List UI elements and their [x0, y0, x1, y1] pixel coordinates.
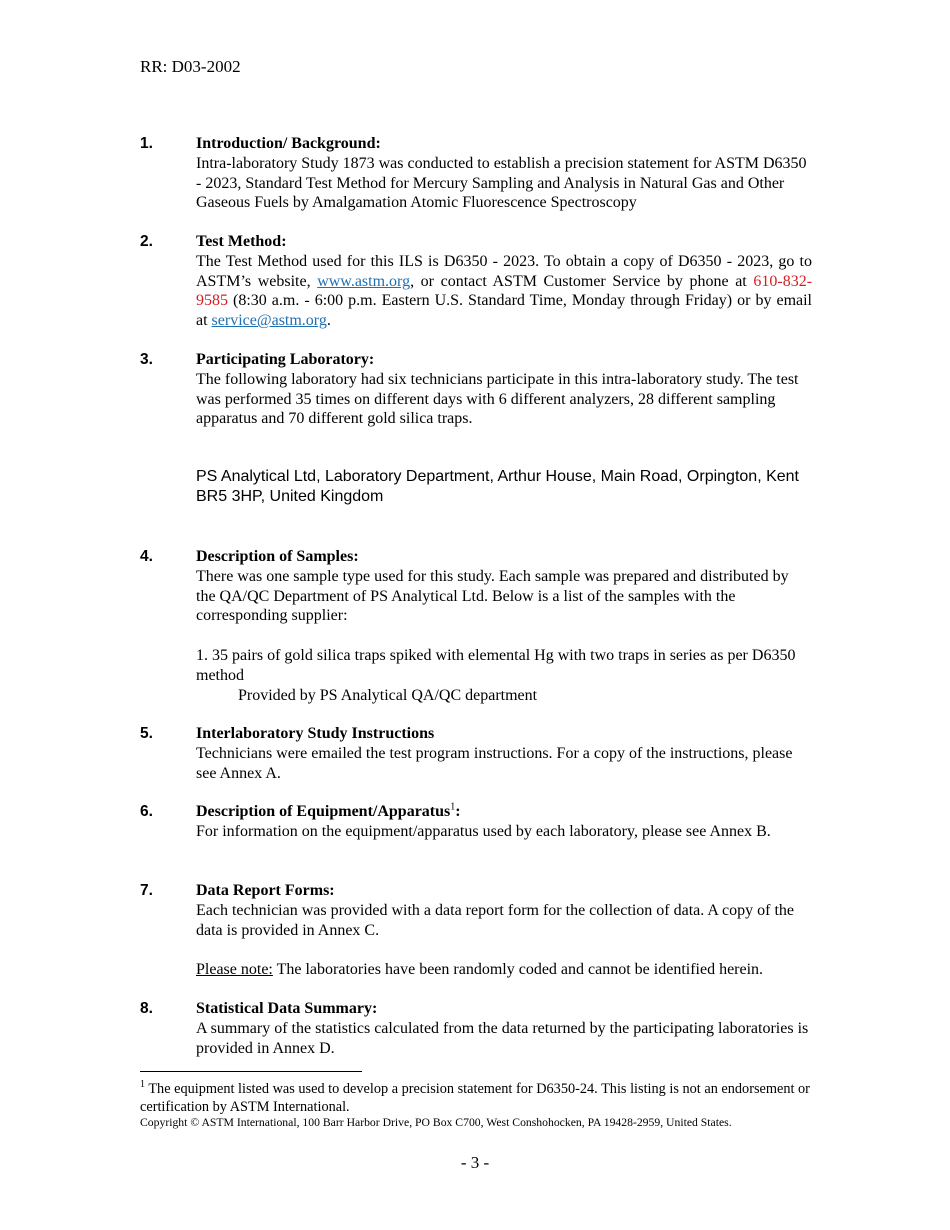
footnote-text: The equipment listed was used to develop a precision statement for D6350-24. This listing is not an endorsement or certification by ASTM International.: [140, 1081, 810, 1115]
section-participating-laboratory: [140, 350, 812, 507]
section-body: The following laboratory had six technicians participate in this intra-laboratory study. The test was performed 35 times on different days with 6 different analyzers, 28 different sampling apparatus and 70 different gold silica traps.: [196, 370, 799, 428]
section-number: 7.: [140, 882, 153, 899]
footnote-divider: [140, 1071, 362, 1072]
sample-supplier: Provided by PS Analytical QA/QC department: [238, 686, 538, 704]
section-heading: Test Method:: [196, 233, 287, 250]
section-heading: Description of Samples:: [196, 548, 359, 565]
service-email-link[interactable]: service@astm.org: [211, 312, 327, 330]
section-number: 5.: [140, 725, 153, 742]
section-body: Intra-laboratory Study 1873 was conducted to establish a precision statement for ASTM D6350 - 2023, Standard Test Method for Mercury Sampling and Analysis in Natural Gas and Other Gaseous Fuels by Amalgamation Atomic Fluorescence Spectroscopy: [196, 154, 807, 212]
section-heading: [196, 802, 812, 822]
section-number: 4.: [140, 548, 153, 565]
note-paragraph: [196, 960, 812, 980]
section-heading: Participating Laboratory:: [196, 351, 375, 368]
section-data-report-forms: [140, 881, 812, 980]
heading-text: Description of Equipment/Apparatus: [196, 803, 451, 820]
footnote: [140, 1080, 820, 1116]
footnote-marker: 1: [140, 1079, 145, 1091]
section-body: Technicians were emailed the test program instructions. For a copy of the instructions, please see Annex A.: [196, 744, 793, 782]
section-test-method: [140, 232, 812, 331]
section-statistical-summary: [140, 999, 812, 1058]
body-text: (8:30 a.m. - 6:00 p.m. Eastern U.S. Standard Time, Monday through Friday) or by email at: [196, 292, 812, 330]
section-number: 8.: [140, 1000, 153, 1017]
section-equipment: [140, 802, 812, 842]
section-heading: Introduction/ Background:: [196, 135, 381, 152]
note-label: Please note:: [196, 961, 273, 979]
report-header: RR: D03-2002: [140, 57, 241, 76]
body-text: .: [326, 312, 331, 330]
section-body: There was one sample type used for this study. Each sample was prepared and distributed by the QA/QC Department of PS Analytical Ltd. Below is a list of the samples with the corresponding supplier:: [196, 567, 789, 625]
copyright-notice: Copyright © ASTM International, 100 Barr Harbor Drive, PO Box C700, West Conshohocken, PA 19428-2959, United States.: [140, 1116, 732, 1129]
note-text: The laboratories have been randomly coded and cannot be identified herein.: [272, 961, 764, 979]
heading-suffix: :: [455, 803, 461, 820]
section-introduction: [140, 134, 812, 213]
astm-website-link[interactable]: www.astm.org: [317, 272, 411, 290]
section-number: 1.: [140, 135, 153, 152]
body-text: , or contact ASTM Customer Service by phone at: [410, 272, 754, 290]
section-number: 2.: [140, 233, 153, 250]
section-description-of-samples: [140, 547, 812, 705]
section-number: 6.: [140, 803, 153, 820]
laboratory-address: PS Analytical Ltd, Laboratory Department, Arthur House, Main Road, Orpington, Kent BR5 3HP, United Kingdom: [196, 468, 799, 506]
footnote-reference[interactable]: 1: [450, 801, 456, 813]
section-study-instructions: [140, 724, 812, 783]
section-heading: Data Report Forms:: [196, 882, 335, 899]
section-body: [196, 252, 812, 331]
section-heading: Statistical Data Summary:: [196, 1000, 378, 1017]
page-number: - 3 -: [460, 1153, 490, 1172]
customer-service-phone: 610-832-9585: [196, 272, 813, 310]
section-heading: Interlaboratory Study Instructions: [196, 725, 435, 742]
body-text: The Test Method used for this ILS is D6350 - 2023. To obtain a copy of D6350 - 2023, go to ASTM’s website,: [196, 252, 812, 290]
section-number: 3.: [140, 351, 153, 368]
sample-list-item: 1. 35 pairs of gold silica traps spiked with elemental Hg with two traps in series as per D6350 method: [196, 646, 796, 684]
section-body: Each technician was provided with a data report form for the collection of data. A copy of the data is provided in Annex C.: [196, 901, 795, 939]
section-body: For information on the equipment/apparatus used by each laboratory, please see Annex B.: [196, 822, 771, 840]
section-body: A summary of the statistics calculated from the data returned by the participating laboratories is provided in Annex D.: [196, 1019, 809, 1057]
